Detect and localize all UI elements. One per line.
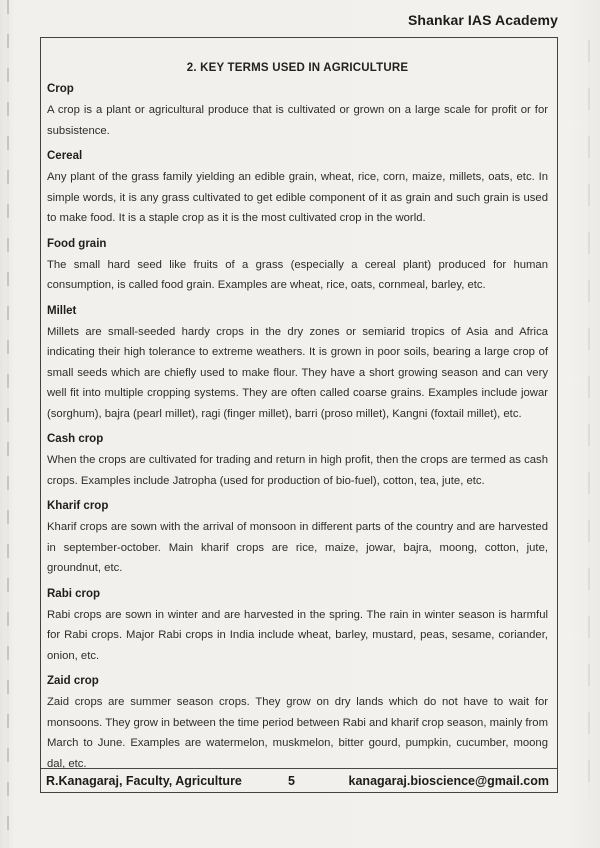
term-section bbox=[47, 433, 548, 491]
footer-email: kanagaraj.bioscience@gmail.com bbox=[348, 773, 549, 788]
term-definition: Zaid crops are summer season crops. They grow on dry lands which do not have to wait for monsoons. They grow in between the time period between Rabi and kharif crop season, mainly from March to June. Examples are watermelon, muskmelon, bitter gourd, pumpkin, cucumber, moong dal, etc. bbox=[47, 696, 548, 770]
term-section bbox=[47, 305, 548, 425]
document-body bbox=[41, 38, 557, 770]
term-section bbox=[47, 83, 548, 141]
footer-author: R.Kanagaraj, Faculty, Agriculture bbox=[46, 773, 242, 788]
term-section bbox=[47, 238, 548, 296]
term-heading: Kharif crop bbox=[47, 500, 109, 512]
term-definition: The small hard seed like fruits of a grass (especially a cereal plant) produced for human consumption, is called food grain. Examples are wheat, rice, oats, cornmeal, barley, etc. bbox=[47, 258, 548, 291]
page-footer bbox=[41, 768, 557, 792]
term-definition: A crop is a plant or agricultural produce that is cultivated or grown on a large scale for profit or for subsistence. bbox=[47, 104, 548, 137]
term-definition: When the crops are cultivated for trading and return in high profit, then the crops are termed as cash crops. Examples include Jatropha (used for production of bio-fuel), cotton, tea, jute, etc. bbox=[47, 454, 548, 487]
term-section bbox=[47, 150, 548, 229]
sections-container bbox=[47, 83, 548, 774]
academy-header: Shankar IAS Academy bbox=[407, 12, 558, 28]
term-definition: Millets are small-seeded hardy crops in the dry zones or semiarid tropics of Asia and Africa indicating their high tolerance to extreme weathers. It is grown in poor soils, bearing a large crop of small seeds which are chiefly used to make flour. They have a short growing season and can very well fit into multiple cropping systems. They are often called coarse grains. Examples include jowar (sorghum), bajra (pearl millet), ragi (finger millet), barri (proso millet), Kangni (foxtail millet), etc. bbox=[47, 325, 548, 420]
term-section bbox=[47, 588, 548, 667]
term-definition: Rabi crops are sown in winter and are harvested in the spring. The rain in winter season is harmful for Rabi crops. Major Rabi crops in India include wheat, barley, mustard, peas, sesame, coriander, onion, etc. bbox=[47, 608, 548, 662]
footer-page-number: 5 bbox=[288, 773, 295, 788]
term-heading: Cash crop bbox=[47, 433, 104, 445]
scan-artifact-right bbox=[588, 40, 590, 800]
term-heading: Millet bbox=[47, 304, 77, 317]
page-title: 2. KEY TERMS USED IN AGRICULTURE bbox=[186, 62, 409, 74]
term-heading: Cereal bbox=[47, 150, 83, 162]
term-section bbox=[47, 500, 548, 579]
term-definition: Any plant of the grass family yielding an edible grain, wheat, rice, corn, maize, millets, oats, etc. In simple words, it is any grass cultivated to get edible component of it as grain and such grain is used to make food. It is a staple crop as it is the most cultivated crop in the world. bbox=[47, 171, 548, 224]
content-frame bbox=[40, 37, 558, 793]
term-definition: Kharif crops are sown with the arrival of monsoon in different parts of the country and are harvested in september-october. Main kharif crops are rice, maize, jowar, bajra, moong, cotton, jute, groundnut, etc. bbox=[47, 521, 548, 574]
term-heading: Zaid crop bbox=[47, 675, 99, 687]
scan-artifact-left bbox=[7, 0, 9, 848]
term-heading: Rabi crop bbox=[47, 587, 101, 600]
term-section bbox=[47, 675, 548, 774]
term-heading: Food grain bbox=[47, 237, 107, 250]
term-heading: Crop bbox=[47, 83, 74, 95]
